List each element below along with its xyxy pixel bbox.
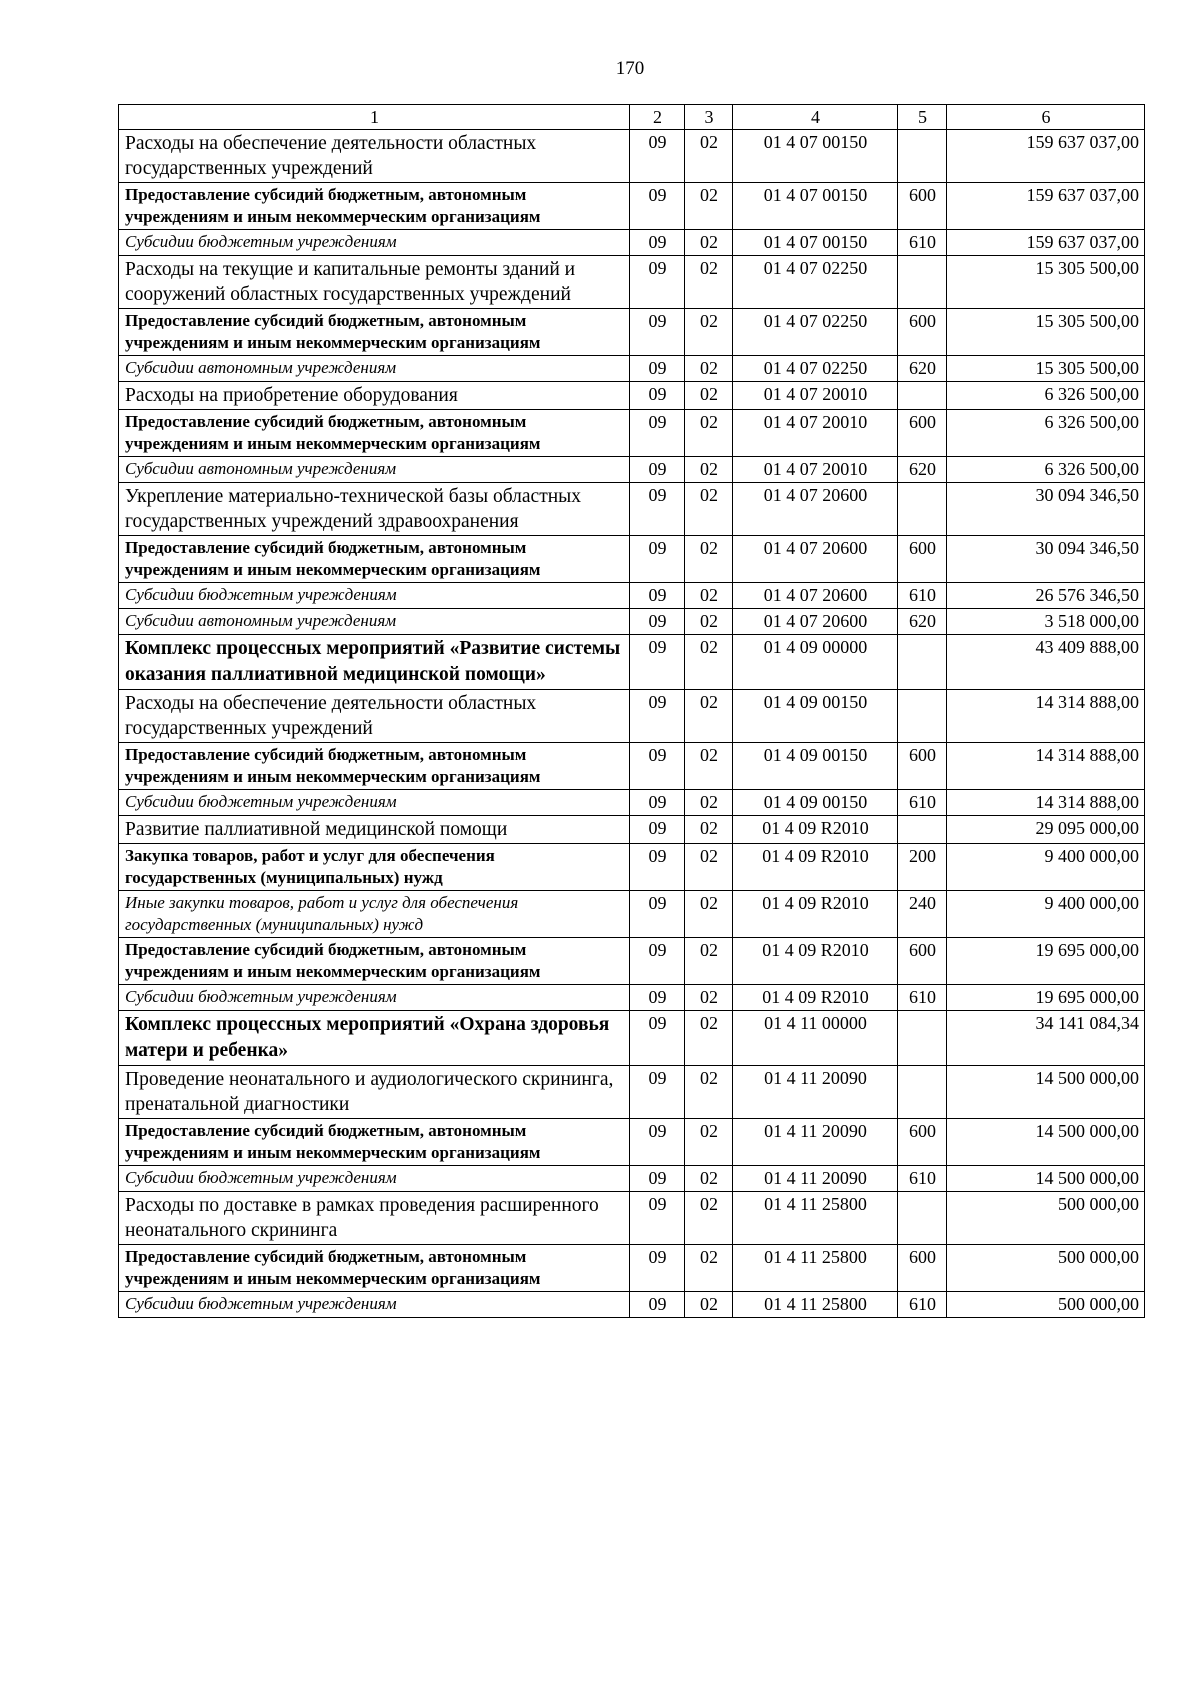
row-amount-cell: 500 000,00 [947,1192,1145,1245]
row-name-cell: Субсидии бюджетным учреждениям [119,583,630,609]
row-section-cell: 09 [630,483,685,536]
row-subsection-cell: 02 [685,844,733,891]
row-subsection-cell: 02 [685,483,733,536]
row-section-cell: 09 [630,1192,685,1245]
table-row [119,183,1145,230]
row-section-cell: 09 [630,609,685,635]
row-section-cell: 09 [630,1066,685,1119]
row-target-code-cell: 01 4 07 02250 [733,256,898,309]
row-amount-cell: 30 094 346,50 [947,536,1145,583]
table-row [119,583,1145,609]
table-body [119,105,1145,1318]
row-section-cell: 09 [630,635,685,690]
table-row [119,938,1145,985]
row-expense-type-cell: 600 [898,309,947,356]
row-name-cell: Предоставление субсидий бюджетным, автономным учреждениям и иным некоммерческим организациям [119,410,630,457]
budget-table [118,104,1145,1318]
table-row [119,985,1145,1011]
row-name-cell: Развитие паллиативной медицинской помощи [119,816,630,844]
row-subsection-cell: 02 [685,457,733,483]
row-section-cell: 09 [630,309,685,356]
row-subsection-cell: 02 [685,230,733,256]
row-name-cell: Субсидии автономным учреждениям [119,356,630,382]
row-amount-cell: 159 637 037,00 [947,230,1145,256]
row-name-cell: Предоставление субсидий бюджетным, автономным учреждениям и иным некоммерческим организациям [119,938,630,985]
row-amount-cell: 30 094 346,50 [947,483,1145,536]
table-row [119,891,1145,938]
row-expense-type-cell: 620 [898,457,947,483]
row-target-code-cell: 01 4 07 20600 [733,536,898,583]
table-row [119,356,1145,382]
row-expense-type-cell: 600 [898,743,947,790]
table-row [119,1245,1145,1292]
row-name-cell: Субсидии бюджетным учреждениям [119,230,630,256]
table-header-row [119,105,1145,130]
header-cell-5: 5 [898,105,947,130]
row-name-cell: Проведение неонатального и аудиологического скрининга, пренатальной диагностики [119,1066,630,1119]
row-amount-cell: 14 500 000,00 [947,1119,1145,1166]
row-subsection-cell: 02 [685,130,733,183]
row-name-cell: Субсидии бюджетным учреждениям [119,790,630,816]
row-subsection-cell: 02 [685,790,733,816]
row-target-code-cell: 01 4 09 00150 [733,690,898,743]
row-amount-cell: 159 637 037,00 [947,130,1145,183]
row-name-cell: Комплекс процессных мероприятий «Охрана здоровья матери и ребенка» [119,1011,630,1066]
row-amount-cell: 14 314 888,00 [947,690,1145,743]
row-subsection-cell: 02 [685,743,733,790]
row-amount-cell: 15 305 500,00 [947,309,1145,356]
row-subsection-cell: 02 [685,536,733,583]
row-name-cell: Расходы на приобретение оборудования [119,382,630,410]
row-amount-cell: 6 326 500,00 [947,410,1145,457]
row-expense-type-cell: 610 [898,583,947,609]
row-subsection-cell: 02 [685,309,733,356]
row-subsection-cell: 02 [685,1192,733,1245]
row-section-cell: 09 [630,938,685,985]
row-target-code-cell: 01 4 07 00150 [733,130,898,183]
row-amount-cell: 9 400 000,00 [947,844,1145,891]
row-target-code-cell: 01 4 11 25800 [733,1245,898,1292]
row-amount-cell: 14 314 888,00 [947,790,1145,816]
row-target-code-cell: 01 4 11 20090 [733,1066,898,1119]
row-section-cell: 09 [630,382,685,410]
row-target-code-cell: 01 4 07 02250 [733,309,898,356]
row-subsection-cell: 02 [685,985,733,1011]
row-name-cell: Субсидии бюджетным учреждениям [119,1292,630,1318]
row-subsection-cell: 02 [685,410,733,457]
row-expense-type-cell [898,1011,947,1066]
row-section-cell: 09 [630,891,685,938]
row-subsection-cell: 02 [685,356,733,382]
row-amount-cell: 29 095 000,00 [947,816,1145,844]
row-target-code-cell: 01 4 11 25800 [733,1292,898,1318]
header-cell-3: 3 [685,105,733,130]
row-amount-cell: 34 141 084,34 [947,1011,1145,1066]
row-target-code-cell: 01 4 09 R2010 [733,844,898,891]
row-expense-type-cell: 600 [898,536,947,583]
row-name-cell: Предоставление субсидий бюджетным, автономным учреждениям и иным некоммерческим организациям [119,743,630,790]
row-subsection-cell: 02 [685,256,733,309]
row-amount-cell: 14 314 888,00 [947,743,1145,790]
row-subsection-cell: 02 [685,891,733,938]
row-subsection-cell: 02 [685,583,733,609]
row-target-code-cell: 01 4 11 20090 [733,1119,898,1166]
row-section-cell: 09 [630,1245,685,1292]
row-target-code-cell: 01 4 11 20090 [733,1166,898,1192]
row-target-code-cell: 01 4 07 20010 [733,382,898,410]
row-amount-cell: 14 500 000,00 [947,1166,1145,1192]
row-name-cell: Расходы на текущие и капитальные ремонты зданий и сооружений областных государственных учреждений [119,256,630,309]
table-row [119,457,1145,483]
row-target-code-cell: 01 4 09 R2010 [733,816,898,844]
row-target-code-cell: 01 4 09 R2010 [733,891,898,938]
row-name-cell: Расходы на обеспечение деятельности областных государственных учреждений [119,690,630,743]
row-expense-type-cell: 610 [898,1292,947,1318]
row-section-cell: 09 [630,690,685,743]
row-amount-cell: 43 409 888,00 [947,635,1145,690]
row-expense-type-cell: 600 [898,1119,947,1166]
row-expense-type-cell: 610 [898,1166,947,1192]
row-name-cell: Закупка товаров, работ и услуг для обеспечения государственных (муниципальных) нужд [119,844,630,891]
row-amount-cell: 500 000,00 [947,1245,1145,1292]
row-expense-type-cell: 600 [898,1245,947,1292]
row-expense-type-cell: 620 [898,609,947,635]
row-expense-type-cell: 610 [898,790,947,816]
row-target-code-cell: 01 4 11 25800 [733,1192,898,1245]
table-row [119,790,1145,816]
row-section-cell: 09 [630,816,685,844]
row-section-cell: 09 [630,583,685,609]
table-row [119,382,1145,410]
row-expense-type-cell: 600 [898,938,947,985]
row-name-cell: Предоставление субсидий бюджетным, автономным учреждениям и иным некоммерческим организациям [119,1119,630,1166]
row-amount-cell: 500 000,00 [947,1292,1145,1318]
row-subsection-cell: 02 [685,1119,733,1166]
row-subsection-cell: 02 [685,609,733,635]
table-row [119,1011,1145,1066]
row-amount-cell: 19 695 000,00 [947,938,1145,985]
row-target-code-cell: 01 4 07 20600 [733,609,898,635]
row-amount-cell: 15 305 500,00 [947,356,1145,382]
header-cell-1: 1 [119,105,630,130]
row-section-cell: 09 [630,844,685,891]
row-section-cell: 09 [630,1292,685,1318]
row-expense-type-cell [898,816,947,844]
row-name-cell: Расходы на обеспечение деятельности областных государственных учреждений [119,130,630,183]
row-expense-type-cell [898,130,947,183]
row-subsection-cell: 02 [685,1011,733,1066]
row-target-code-cell: 01 4 07 20600 [733,483,898,536]
row-target-code-cell: 01 4 07 20010 [733,457,898,483]
row-name-cell: Субсидии автономным учреждениям [119,609,630,635]
row-target-code-cell: 01 4 07 20010 [733,410,898,457]
row-section-cell: 09 [630,457,685,483]
row-amount-cell: 9 400 000,00 [947,891,1145,938]
row-expense-type-cell [898,635,947,690]
row-expense-type-cell: 610 [898,985,947,1011]
table-row [119,1066,1145,1119]
row-expense-type-cell [898,256,947,309]
row-target-code-cell: 01 4 09 R2010 [733,985,898,1011]
row-target-code-cell: 01 4 07 00150 [733,183,898,230]
row-amount-cell: 15 305 500,00 [947,256,1145,309]
row-name-cell: Предоставление субсидий бюджетным, автономным учреждениям и иным некоммерческим организациям [119,1245,630,1292]
row-amount-cell: 14 500 000,00 [947,1066,1145,1119]
table-row [119,130,1145,183]
row-name-cell: Предоставление субсидий бюджетным, автономным учреждениям и иным некоммерческим организациям [119,309,630,356]
table-row [119,536,1145,583]
row-subsection-cell: 02 [685,938,733,985]
row-name-cell: Субсидии бюджетным учреждениям [119,985,630,1011]
row-section-cell: 09 [630,130,685,183]
row-section-cell: 09 [630,743,685,790]
table-row [119,1292,1145,1318]
table-row [119,690,1145,743]
table-row [119,483,1145,536]
row-amount-cell: 26 576 346,50 [947,583,1145,609]
row-section-cell: 09 [630,790,685,816]
row-expense-type-cell [898,382,947,410]
table-row [119,1166,1145,1192]
row-name-cell: Предоставление субсидий бюджетным, автономным учреждениям и иным некоммерческим организациям [119,536,630,583]
row-subsection-cell: 02 [685,1292,733,1318]
header-cell-6: 6 [947,105,1145,130]
row-expense-type-cell: 610 [898,230,947,256]
row-expense-type-cell [898,483,947,536]
row-expense-type-cell: 620 [898,356,947,382]
row-section-cell: 09 [630,1166,685,1192]
row-amount-cell: 19 695 000,00 [947,985,1145,1011]
row-name-cell: Субсидии бюджетным учреждениям [119,1166,630,1192]
row-section-cell: 09 [630,256,685,309]
row-amount-cell: 159 637 037,00 [947,183,1145,230]
table-row [119,256,1145,309]
row-target-code-cell: 01 4 07 02250 [733,356,898,382]
page-number: 170 [615,58,645,79]
row-expense-type-cell: 240 [898,891,947,938]
row-subsection-cell: 02 [685,382,733,410]
table-row [119,635,1145,690]
row-section-cell: 09 [630,183,685,230]
row-target-code-cell: 01 4 09 00000 [733,635,898,690]
row-section-cell: 09 [630,230,685,256]
row-subsection-cell: 02 [685,816,733,844]
row-target-code-cell: 01 4 09 00150 [733,790,898,816]
table-row [119,743,1145,790]
table-row [119,230,1145,256]
row-expense-type-cell: 200 [898,844,947,891]
table-row [119,410,1145,457]
row-name-cell: Укрепление материально-технической базы областных государственных учреждений здравоохранения [119,483,630,536]
row-section-cell: 09 [630,1011,685,1066]
row-target-code-cell: 01 4 09 R2010 [733,938,898,985]
row-name-cell: Расходы по доставке в рамках проведения расширенного неонатального скрининга [119,1192,630,1245]
table-row [119,1119,1145,1166]
row-name-cell: Иные закупки товаров, работ и услуг для обеспечения государственных (муниципальных) нужд [119,891,630,938]
row-target-code-cell: 01 4 07 00150 [733,230,898,256]
row-name-cell: Субсидии автономным учреждениям [119,457,630,483]
table-row [119,309,1145,356]
header-cell-2: 2 [630,105,685,130]
row-amount-cell: 6 326 500,00 [947,382,1145,410]
row-expense-type-cell: 600 [898,183,947,230]
row-section-cell: 09 [630,1119,685,1166]
row-target-code-cell: 01 4 09 00150 [733,743,898,790]
row-amount-cell: 6 326 500,00 [947,457,1145,483]
table-row [119,816,1145,844]
row-section-cell: 09 [630,985,685,1011]
table-row [119,609,1145,635]
row-expense-type-cell [898,1066,947,1119]
table-row [119,844,1145,891]
row-subsection-cell: 02 [685,1066,733,1119]
row-target-code-cell: 01 4 07 20600 [733,583,898,609]
row-section-cell: 09 [630,536,685,583]
row-section-cell: 09 [630,410,685,457]
row-amount-cell: 3 518 000,00 [947,609,1145,635]
row-subsection-cell: 02 [685,690,733,743]
row-expense-type-cell [898,1192,947,1245]
row-subsection-cell: 02 [685,1245,733,1292]
table-row [119,1192,1145,1245]
row-expense-type-cell: 600 [898,410,947,457]
header-cell-4: 4 [733,105,898,130]
row-expense-type-cell [898,690,947,743]
row-name-cell: Комплекс процессных мероприятий «Развитие системы оказания паллиативной медицинской помощи» [119,635,630,690]
row-subsection-cell: 02 [685,1166,733,1192]
row-subsection-cell: 02 [685,635,733,690]
row-subsection-cell: 02 [685,183,733,230]
row-target-code-cell: 01 4 11 00000 [733,1011,898,1066]
row-name-cell: Предоставление субсидий бюджетным, автономным учреждениям и иным некоммерческим организациям [119,183,630,230]
row-section-cell: 09 [630,356,685,382]
